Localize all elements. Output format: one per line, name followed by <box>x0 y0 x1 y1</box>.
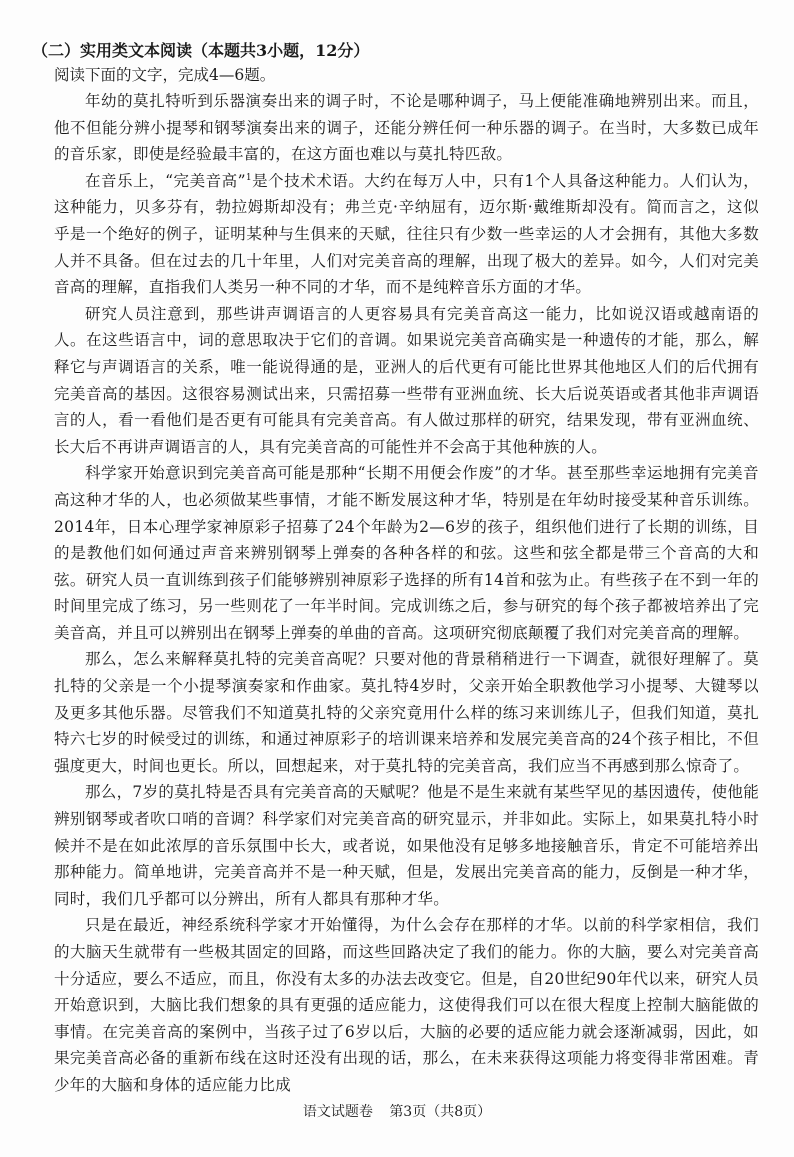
reading-section <box>32 38 759 1099</box>
paragraph-2-lead: 在音乐上，“完美音高” <box>85 171 246 190</box>
paragraph-1: 年幼的莫扎特听到乐器演奏出来的调子时，不论是哪种调子，马上便能准确地辨别出来。而且，他不但能分辨小提琴和钢琴演奏出来的调子，还能分辨任何一种乐器的调子。在当时，大多数已成年的音乐家，即使是经验最丰富的，在这方面也难以与莫扎特匹敌。 <box>54 92 759 164</box>
paragraph-6: 那么，7岁的莫扎特是否具有完美音高的天赋呢？他是不是生来就有某些罕见的基因遗传，使他能辨别钢琴或者吹口哨的音调？科学家们对完美音高的研究显示，并非如此。实际上，如果莫扎特小时候并不是在如此浓厚的音乐氛围中长大，或者说，如果他没有足够多地接触音乐，肯定不可能培养出那种能力。简单地讲，完美音高并不是一种天赋，但是，发展出完美音高的能力，反倒是一种才华，同时，我们几乎都可以分辨出，所有人都具有那种才华。 <box>54 783 759 908</box>
paragraph-3: 研究人员注意到，那些讲声调语言的人更容易具有完美音高这一能力，比如说汉语或越南语的人。在这些语言中，词的意思取决于它们的音调。如果说完美音高确实是一种遗传的才能，那么，解释它与声调语言的关系，唯一能说得通的是，亚洲人的后代更有可能比世界其他地区人们的后代拥有完美音高的基因。这很容易测试出来，只需招募一些带有亚洲血统、长大后说英语或者其他非声调语言的人，看一看他们是否更有可能具有完美音高。有人做过那样的研究，结果发现，带有亚洲血统、长大后不再讲声调语言的人，具有完美音高的可能性并不会高于其他种族的人。 <box>54 304 759 456</box>
paragraph-2 <box>54 168 759 301</box>
paragraph-7: 只是在最近，神经系统科学家才开始懂得，为什么会存在那样的才华。以前的科学家相信，我们的大脑天生就带有一些极其固定的回路，而这些回路决定了我们的能力。你的大脑，要么对完美音高十分适应，要么不适应，而且，你没有太多的办法去改变它。但是，自20世纪90年代以来，研究人员开始意识到，大脑比我们想象的具有更强的适应能力，这使得我们可以在很大程度上控制大脑能做的事情。在完美音高的案例中，当孩子过了6岁以后，大脑的必要的适应能力就会逐渐减弱，因此，如果完美音高必备的重新布线在这时还没有出现的话，那么，在未来获得这项能力将变得非常困难。青少年的大脑和身体的适应能力比成 <box>54 916 759 1094</box>
footnote-marker: 1 <box>245 172 252 183</box>
footer-page-number: 第3页（共8页） <box>389 1104 492 1120</box>
paragraph-2-body: 是个技术术语。大约在每万人中，只有1个人具备这种能力。人们认为，这种能力，贝多芬有，勃拉姆斯却没有；弗兰克·辛纳屈有，迈尔斯·戴维斯却没有。简而言之，这似乎是一个绝好的例子，证明某种与生俱来的天赋，往往只有少数一些幸运的人才会拥有，其他大多数人并不具备。但在过去的几十年里，人们对完美音高的理解，出现了极大的差异。如今，人们对完美音高的理解，直指我们人类另一种不同的才华，而不是纯粹音乐方面的才华。 <box>54 171 759 297</box>
page-footer <box>0 1102 794 1122</box>
paragraph-4: 科学家开始意识到完美音高可能是那种“长期不用便会作废”的才华。甚至那些幸运地拥有完美音高这种才华的人，也必须做某些事情，才能不断发展这种才华，特别是在年幼时接受某种音乐训练。2014年，日本心理学家神原彩子招募了24个年龄为2—6岁的孩子，组织他们进行了长期的训练，目的是教他们如何通过声音来辨别钢琴上弹奏的各种各样的和弦。这些和弦全都是带三个音高的大和弦。研究人员一直训练到孩子们能够辨别神原彩子选择的所有14首和弦为止。有些孩子在不到一年的时间里完成了练习，另一些则花了一年半时间。完成训练之后，参与研究的每个孩子都被培养出了完美音高，并且可以辨别出在钢琴上弹奏的单曲的音高。这项研究彻底颠覆了我们对完美音高的理解。 <box>54 464 759 642</box>
section-instruction: 阅读下面的文字，完成4—6题。 <box>54 66 276 84</box>
footer-subject: 语文试题卷 <box>302 1104 373 1120</box>
section-title: （二）实用类文本阅读（本题共3小题，12分） <box>32 41 370 60</box>
paragraph-5: 那么，怎么来解释莫扎特的完美音高呢？只要对他的背景稍稍进行一下调查，就很好理解了。莫扎特的父亲是一个小提琴演奏家和作曲家。莫扎特4岁时，父亲开始全职教他学习小提琴、大键琴以及更多其他乐器。尽管我们不知道莫扎特的父亲究竟用什么样的练习来训练儿子，但我们知道，莫扎特六七岁的时候受过的训练，和通过神原彩子的培训课来培养和发展完美音高的24个孩子相比，不但强度更大，时间也更长。所以，回想起来，对于莫扎特的完美音高，我们应当不再感到那么惊奇了。 <box>54 650 759 775</box>
